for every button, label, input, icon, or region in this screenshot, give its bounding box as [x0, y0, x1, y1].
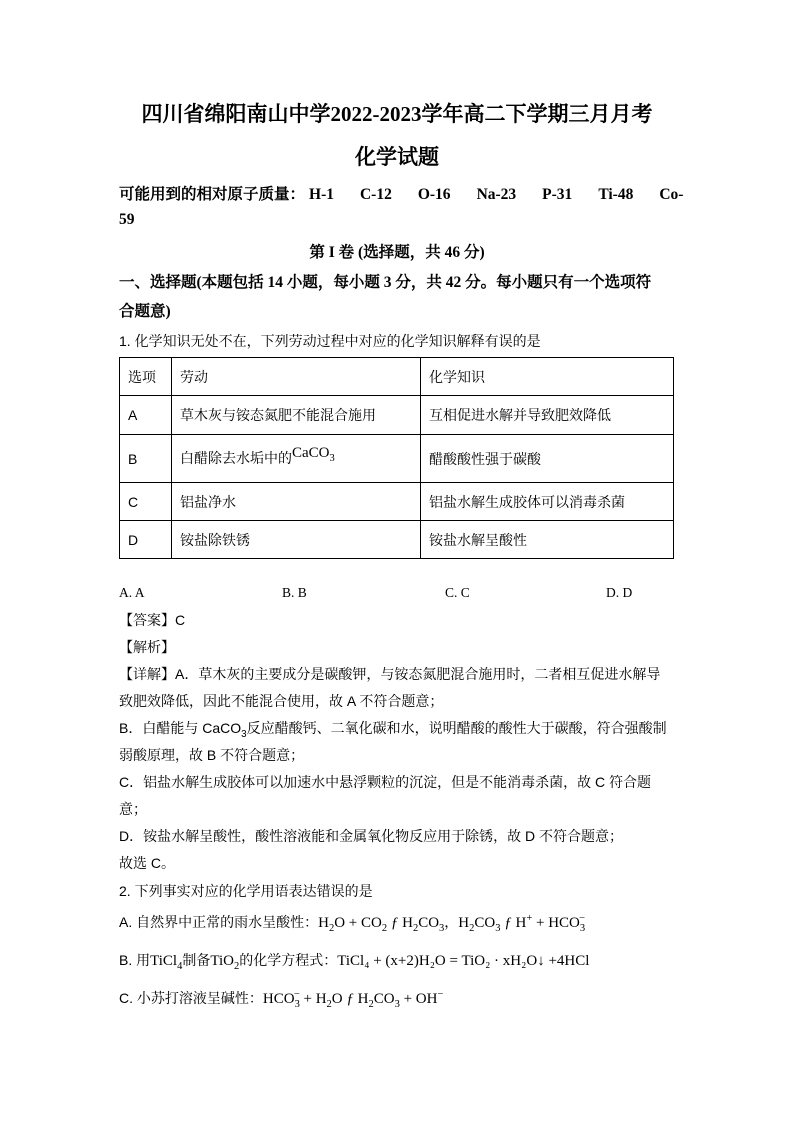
page-title: 四川省绵阳南山中学2022-2023学年高二下学期三月月考 — [141, 102, 653, 126]
atomic-mass-c: C-12 — [359, 186, 392, 203]
atomic-mass-o: O-16 — [417, 186, 451, 203]
table-row — [120, 483, 674, 521]
q1-detail-line: 致肥效降低，因此不能混合使用，故 A 不符合题意； — [119, 693, 444, 709]
q1-answer: 【答案】C — [119, 612, 186, 628]
equilibrium-arrow-icon: ƒ — [346, 991, 354, 1007]
table-row — [120, 396, 674, 435]
equilibrium-arrow-icon: ƒ — [390, 915, 399, 931]
table-cell: A — [120, 396, 172, 435]
option-label: A. 自然界中正常的雨水呈酸性： — [119, 914, 319, 930]
table-cell: D — [120, 521, 172, 559]
q2-stem: 2. 下列事实对应的化学用语表达错误的是 — [119, 883, 373, 899]
table-cell: 草木灰与铵态氮肥不能混合施用 — [172, 396, 421, 435]
table-cell: 铝盐水解生成胶体可以消毒杀菌 — [421, 483, 674, 521]
table-header-cell: 化学知识 — [421, 358, 674, 396]
option-label: 制备 — [182, 952, 211, 968]
atomic-mass-line — [119, 182, 684, 204]
atomic-mass-wrap: 59 — [119, 211, 135, 228]
table-header-cell: 劳动 — [172, 358, 421, 396]
equilibrium-arrow-icon: ƒ — [504, 915, 512, 931]
rain-equation-2: $H_2CO_3$ ƒ $H^+ + HCO_3^-$ — [458, 913, 586, 934]
ticl4-formula: TiCl$_4$ — [150, 953, 183, 972]
section-heading-line1: 一、选择题(本题包括 14 小题，每小题 3 分，共 42 分。每小题只有一个选项符 — [119, 274, 652, 291]
q1-option-d: D. D — [606, 585, 633, 600]
q1-detail-line: 弱酸原理，故 B 不符合题意； — [119, 747, 305, 763]
formula-main: CaCO — [292, 444, 330, 461]
q1-analysis-label: 【解析】 — [119, 639, 175, 655]
table-cell-text: 白醋除去水垢中的 — [180, 449, 292, 466]
q2-option-b — [119, 950, 679, 972]
table-row — [120, 435, 674, 483]
q1-detail-line: 意； — [119, 801, 147, 817]
q1-detail-line: D．铵盐水解呈酸性，酸性溶液能和金属氧化物反应用于除锈，故 D 不符合题意； — [119, 828, 623, 844]
table-cell: C — [120, 483, 172, 521]
q1-detail-line — [119, 718, 679, 740]
table-header-cell: 选项 — [120, 358, 172, 396]
atomic-mass-ti: Ti-48 — [598, 186, 634, 203]
rain-equation-1: $H_2O + CO_2$ ƒ $H_2CO_3$ — [318, 915, 445, 934]
q2-option-a — [119, 912, 679, 934]
page-subtitle: 化学试题 — [355, 145, 439, 169]
table-cell: B — [120, 435, 172, 483]
table-cell — [172, 435, 421, 483]
option-label: 的化学方程式： — [239, 952, 338, 968]
table-cell: 铝盐净水 — [172, 483, 421, 521]
atomic-mass-h: H-1 — [309, 186, 334, 203]
atomic-mass-na: Na-23 — [476, 186, 517, 203]
q2-option-c — [119, 988, 679, 1010]
table-header-row — [120, 358, 674, 396]
section-heading-line2: 合题意) — [119, 303, 171, 320]
table-cell: 互相促进水解并导致肥效降低 — [421, 396, 674, 435]
q1-option-a: A. A — [119, 585, 145, 600]
caco3-formula — [292, 444, 335, 464]
detail-text: B．白醋能与 CaCO — [119, 720, 242, 736]
q1-detail-line: 【详解】A．草木灰的主要成分是碳酸钾，与铵态氮肥混合施用时，二者相互促进水解导 — [119, 666, 661, 682]
option-label: B. 用 — [119, 952, 151, 968]
detail-text: 反应醋酸钙、二氧化碳和水，说明醋酸的酸性大于碳酸，符合强酸制 — [246, 720, 667, 736]
table-cell: 醋酸酸性强于碳酸 — [421, 435, 674, 483]
table-cell: 铵盐水解呈酸性 — [421, 521, 674, 559]
hydrolysis-equation: TiCl₄ + (x+2)H₂O = TiO₂ · xH₂O↓ +4HCl — [337, 953, 590, 969]
volume-heading: 第 I 卷 (选择题，共 46 分) — [309, 244, 485, 261]
separator: ， — [444, 914, 459, 930]
table-cell: 铵盐除铁锈 — [172, 521, 421, 559]
q1-stem: 1. 化学知识无处不在，下列劳动过程中对应的化学知识解释有误的是 — [119, 333, 541, 349]
q1-detail-line: 故选 C。 — [119, 855, 175, 871]
q1-detail-line: C．铝盐水解生成胶体可以加速水中悬浮颗粒的沉淀，但是不能消毒杀菌，故 C 符合题 — [119, 774, 651, 790]
q1-table — [119, 357, 674, 559]
atomic-mass-p: P-31 — [542, 186, 573, 203]
table-row — [120, 521, 674, 559]
option-label: C. 小苏打溶液呈碱性： — [119, 990, 263, 1006]
bicarbonate-equation: $HCO_3^- + H_2O$ ƒ $H_2CO_3 + OH^-$ — [262, 989, 444, 1010]
q1-option-b: B. B — [282, 585, 307, 600]
atomic-mass-co: Co- — [659, 186, 684, 203]
tio2-formula: TiO$_2$ — [210, 953, 240, 972]
q1-option-c: C. C — [445, 585, 470, 600]
formula-sub: 3 — [329, 452, 335, 464]
detail-sub: 3 — [241, 728, 247, 740]
atomic-mass-label: 可能用到的相对原子质量： — [119, 186, 306, 203]
